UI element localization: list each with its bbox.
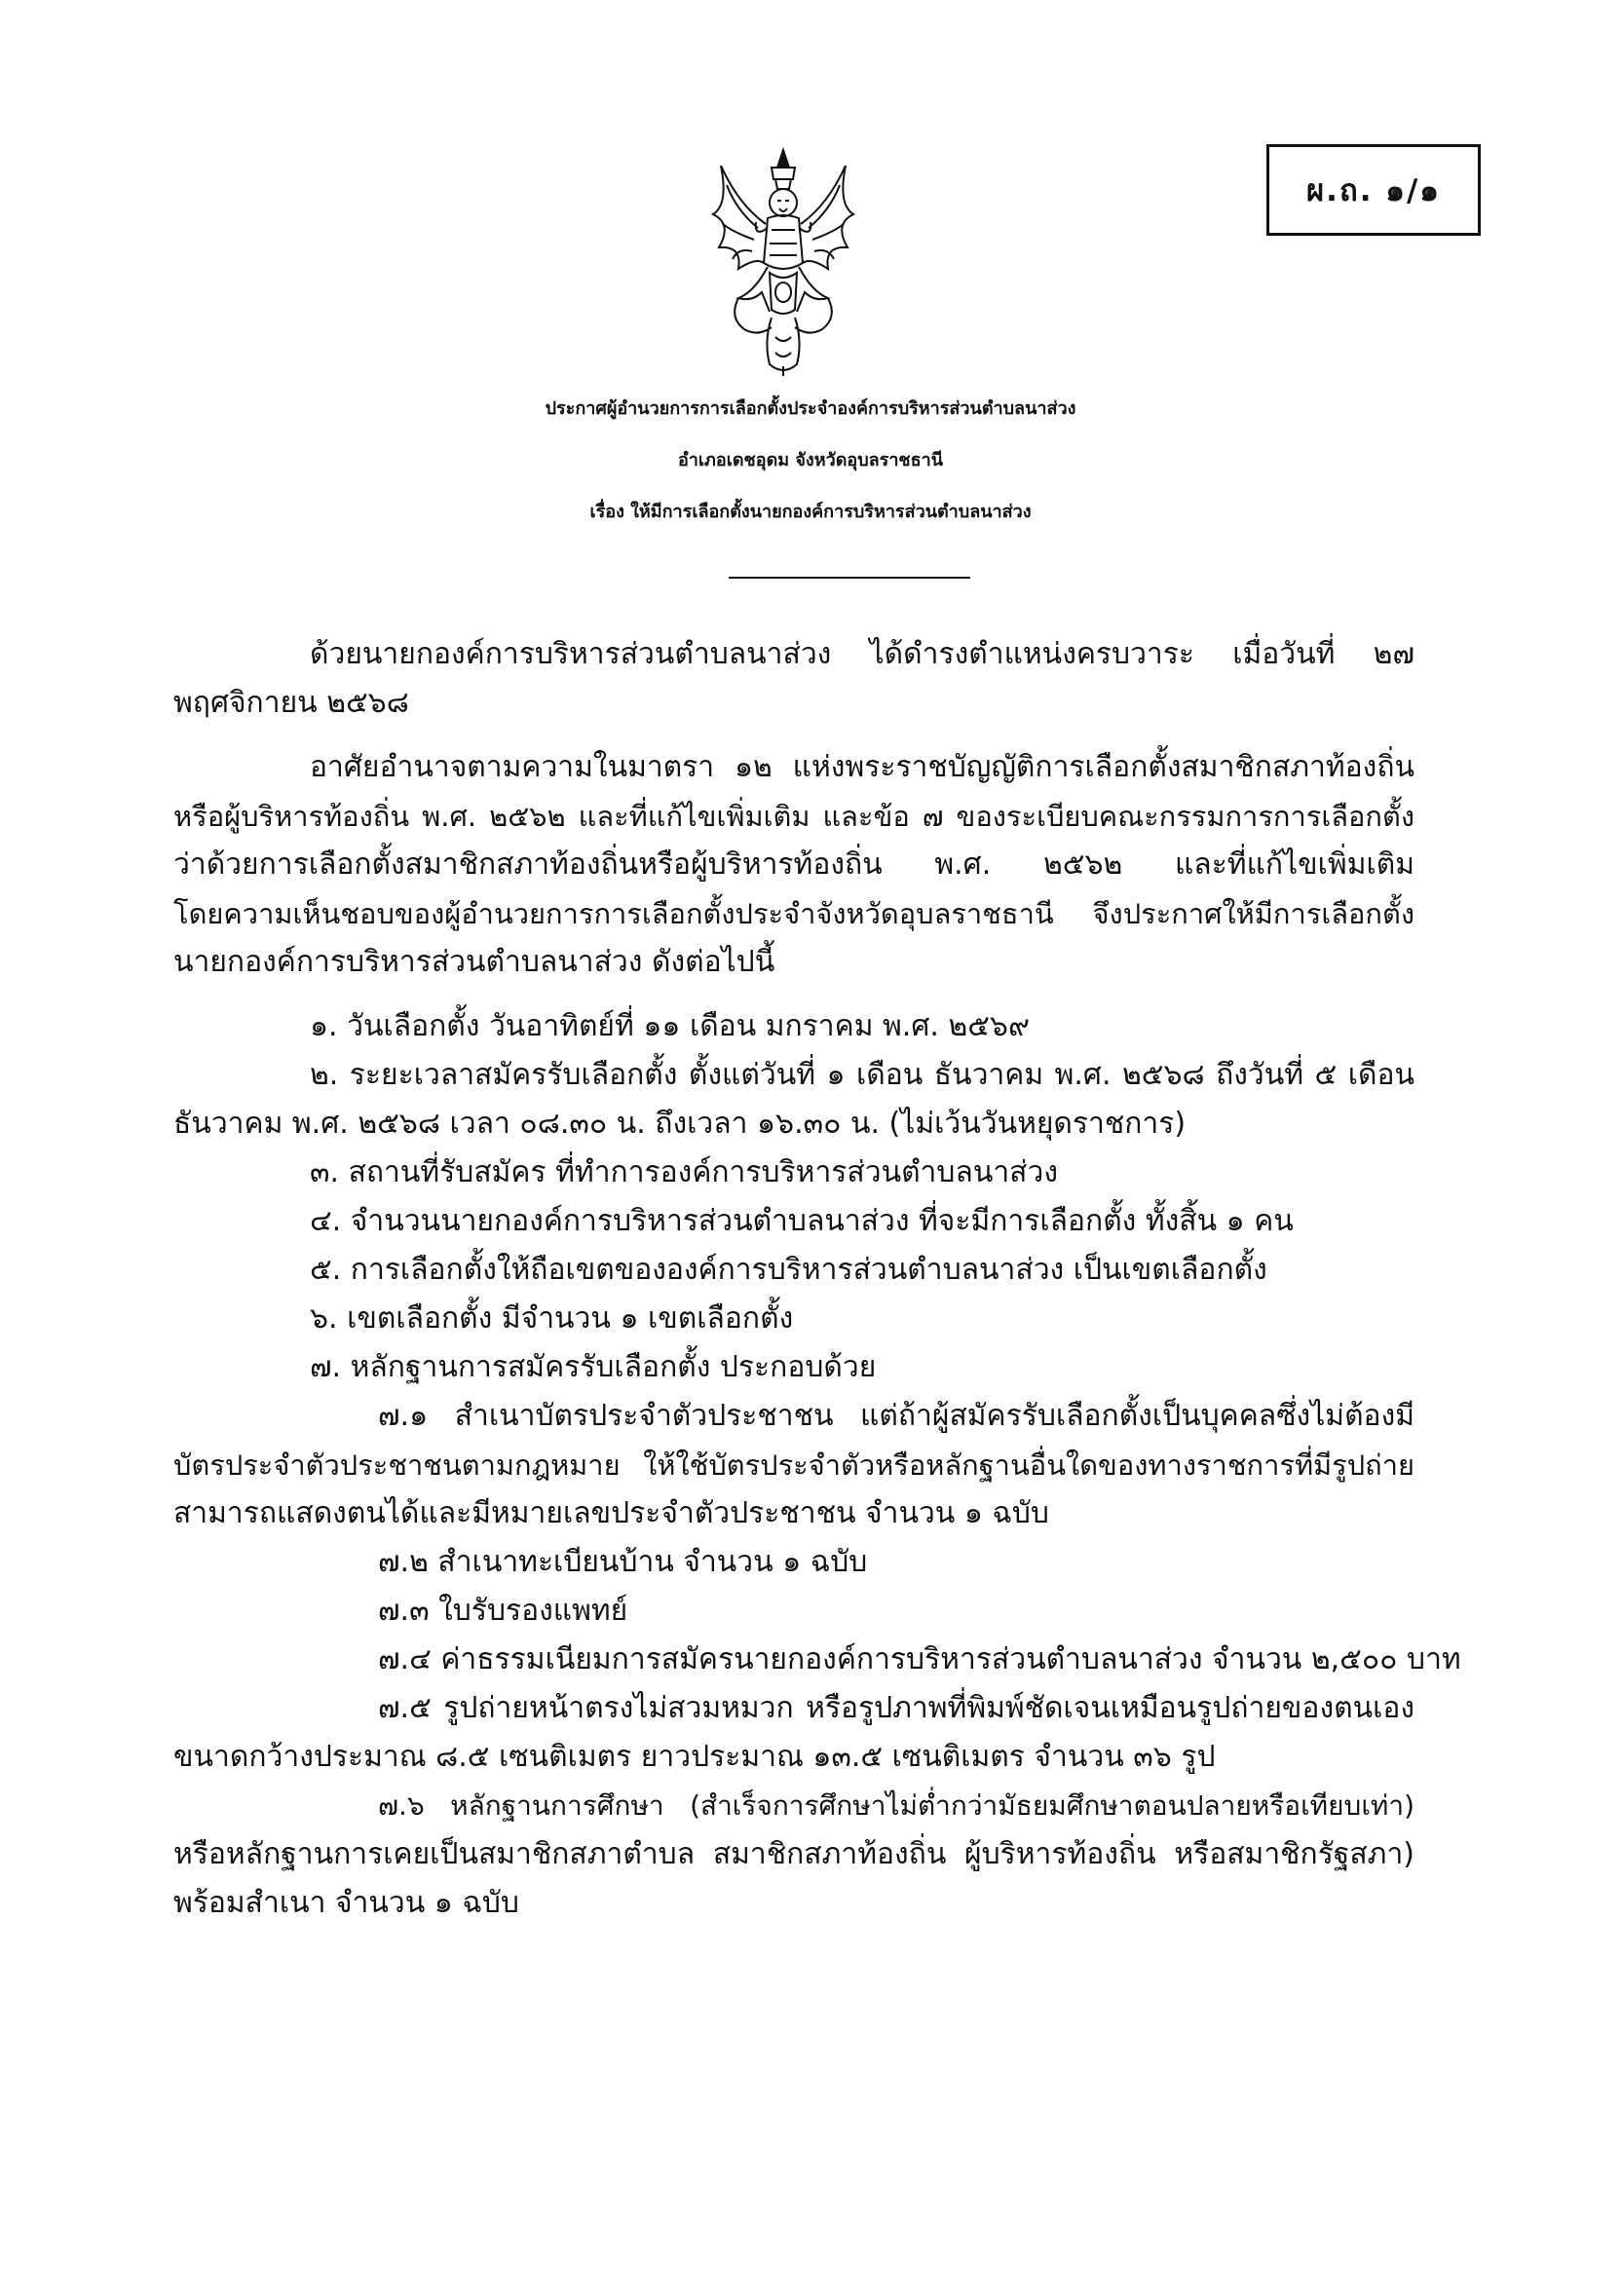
- sub-7-1-line3: สามารถแสดงตนได้และมีหมายเลขประจำตัวประชาชน จำนวน ๑ ฉบับ: [173, 1496, 1049, 1530]
- sub-7-4: ๗.๔ ค่าธรรมเนียมการสมัครนายกองค์การบริหารส่วนตำบลนาส่วง จำนวน ๒,๕๐๐ บาท: [378, 1642, 1461, 1676]
- sub-7-1-line1: ๗.๑ สำเนาบัตรประจำตัวประชาชน แต่ถ้าผู้สมัครรับเลือกตั้งเป็นบุคคลซึ่งไม่ต้องมี: [378, 1399, 1414, 1433]
- item-7: ๗. หลักฐานการสมัครรับเลือกตั้ง ประกอบด้วย: [310, 1350, 877, 1384]
- sub-7-5-line1: ๗.๕ รูปถ่ายหน้าตรงไม่สวมหมวก หรือรูปภาพที่พิมพ์ชัดเจนเหมือนรูปถ่ายของตนเอง: [378, 1691, 1414, 1725]
- para2-line5: นายกองค์การบริหารส่วนตำบลนาส่วง ดังต่อไปนี้: [173, 945, 775, 979]
- para2-line3: ว่าด้วยการเลือกตั้งสมาชิกสภาท้องถิ่นหรือผู้บริหารท้องถิ่น พ.ศ. ๒๕๖๒ และที่แก้ไขเพิ่มเติม: [173, 847, 1414, 882]
- para2-line2: หรือผู้บริหารท้องถิ่น พ.ศ. ๒๕๖๒ และที่แก้ไขเพิ่มเติม และข้อ ๗ ของระเบียบคณะกรรมการการเลือกตั้ง: [173, 800, 1414, 833]
- item-6: ๖. เขตเลือกตั้ง มีจำนวน ๑ เขตเลือกตั้ง: [310, 1301, 794, 1336]
- para1-line2: พฤศจิกายน ๒๕๖๘: [173, 686, 409, 720]
- sub-7-5-line2: ขนาดกว้างประมาณ ๘.๕ เซนติเมตร ยาวประมาณ ๑๓.๕ เซนติเมตร จำนวน ๓๖ รูป: [173, 1740, 1216, 1774]
- para1-line1: ด้วยนายกองค์การบริหารส่วนตำบลนาส่วง ได้ดำรงตำแหน่งครบวาระ เมื่อวันที่ ๒๗: [310, 637, 1414, 671]
- heading-line-1: ประกาศผู้อำนวยการการเลือกตั้งประจำองค์การบริหารส่วนตำบลนาส่วง: [545, 398, 1076, 419]
- sub-7-2: ๗.๒ สำเนาทะเบียนบ้าน จำนวน ๑ ฉบับ: [378, 1545, 868, 1579]
- item-5: ๕. การเลือกตั้งให้ถือเขตขององค์การบริหารส่วนตำบลนาส่วง เป็นเขตเลือกตั้ง: [310, 1253, 1267, 1287]
- sub-7-6-line3: พร้อมสำเนา จำนวน ๑ ฉบับ: [173, 1886, 519, 1920]
- sub-7-6-line1: ๗.๖ หลักฐานการศึกษา (สำเร็จการศึกษาไม่ต่ำกว่ามัธยมศึกษาตอนปลายหรือเทียบเท่า): [378, 1789, 1414, 1822]
- sub-7-6-line2: หรือหลักฐานการเคยเป็นสมาชิกสภาตำบล สมาชิกสภาท้องถิ่น ผู้บริหารท้องถิ่น หรือสมาชิกรัฐสภา): [173, 1837, 1414, 1871]
- sub-7-3: ๗.๓ ใบรับรองแพทย์: [378, 1594, 628, 1628]
- item-3: ๓. สถานที่รับสมัคร ที่ทำการองค์การบริหารส่วนตำบลนาส่วง: [310, 1155, 1058, 1189]
- form-code: ผ.ถ. ๑/๑: [1306, 173, 1441, 208]
- item-2-line1: ๒. ระยะเวลาสมัครรับเลือกตั้ง ตั้งแต่วันที่ ๑ เดือน ธันวาคม พ.ศ. ๒๕๖๘ ถึงวันที่ ๕ เดือน: [310, 1058, 1414, 1092]
- heading-line-2: อำเภอเดชอุดม จังหวัดอุบลราชธานี: [677, 450, 944, 470]
- para2-line4: โดยความเห็นชอบของผู้อำนวยการการเลือกตั้งประจำจังหวัดอุบลราชธานี จึงประกาศให้มีการเลือกตั้ง: [173, 897, 1414, 930]
- item-2-line2: ธันวาคม พ.ศ. ๒๕๖๘ เวลา ๐๘.๓๐ น. ถึงเวลา ๑๖.๓๐ น. (ไม่เว้นวันหยุดราชการ): [173, 1107, 1187, 1141]
- item-1: ๑. วันเลือกตั้ง วันอาทิตย์ที่ ๑๑ เดือน มกราคม พ.ศ. ๒๕๖๙: [310, 1009, 1030, 1043]
- item-4: ๔. จำนวนนายกองค์การบริหารส่วนตำบลนาส่วง ที่จะมีการเลือกตั้ง ทั้งสิ้น ๑ คน: [310, 1204, 1294, 1238]
- heading-line-3: เรื่อง ให้มีการเลือกตั้งนายกองค์การบริหารส่วนตำบลนาส่วง: [589, 502, 1032, 522]
- sub-7-1-line2: บัตรประจำตัวประชาชนตามกฎหมาย ให้ใช้บัตรประจำตัวหรือหลักฐานอื่นใดของทางราชการที่มีรูปถ่าย: [173, 1449, 1414, 1482]
- para2-line1: อาศัยอำนาจตามความในมาตรา ๑๒ แห่งพระราชบัญญัติการเลือกตั้งสมาชิกสภาท้องถิ่น: [310, 750, 1414, 784]
